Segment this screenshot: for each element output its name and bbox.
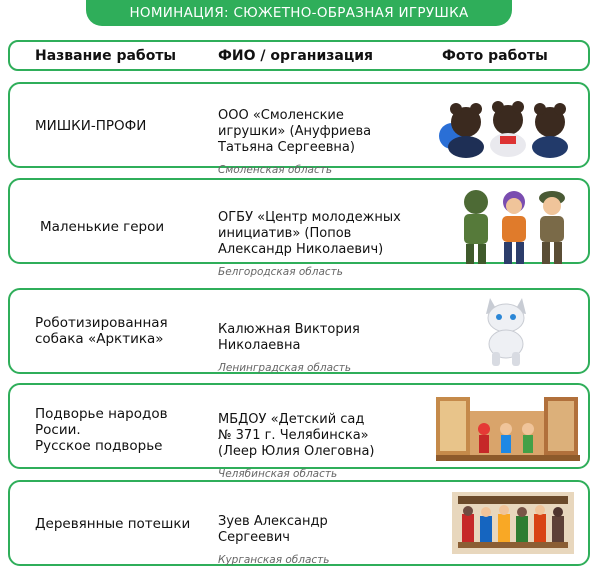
entry-organization — [218, 306, 433, 392]
russian-courtyard-photo — [436, 393, 580, 461]
teddy-bears-photo — [436, 92, 576, 158]
header-fio-column: ФИО / организация — [218, 48, 374, 64]
entry-region: Смоленская область — [218, 164, 333, 176]
entry-title: Деревянные потешки — [35, 516, 191, 532]
org-text: МБДОУ «Детский сад № 371 г. Челябинска» (Леер Юлия Олеговна) — [218, 412, 375, 459]
robot-dog-photo — [478, 292, 536, 368]
entry-region: Белгородская область — [218, 266, 343, 278]
org-text: ОГБУ «Центр молодежных инициатив» (Попов Александр Николаевич) — [218, 210, 401, 257]
entry-region: Ленинградская область — [218, 362, 352, 374]
wooden-toys-photo — [452, 492, 574, 554]
header-title-column: Название работы — [35, 48, 177, 64]
entry-organization — [218, 498, 433, 584]
org-text: Зуев Александр Сергеевич — [218, 514, 328, 545]
org-text: ООО «Смоленские игрушки» (Ануфриева Татьяна Сергеевна) — [218, 108, 372, 155]
entry-region: Курганская область — [218, 554, 330, 566]
entry-title: Маленькие герои — [40, 219, 165, 235]
nomination-banner: НОМИНАЦИЯ: СЮЖЕТНО-ОБРАЗНАЯ ИГРУШКА — [86, 0, 512, 26]
entry-title: Подворье народов Росии. Русское подворье — [35, 406, 168, 454]
header-photo-column: Фото работы — [442, 48, 548, 64]
entry-organization — [218, 194, 433, 296]
entry-title: МИШКИ-ПРОФИ — [35, 118, 147, 134]
entry-region: Челябинская область — [218, 468, 338, 480]
entry-title: Роботизированная собака «Арктика» — [35, 315, 168, 347]
soldier-figures-photo — [456, 186, 576, 268]
org-text: Калюжная Виктория Николаевна — [218, 322, 360, 353]
